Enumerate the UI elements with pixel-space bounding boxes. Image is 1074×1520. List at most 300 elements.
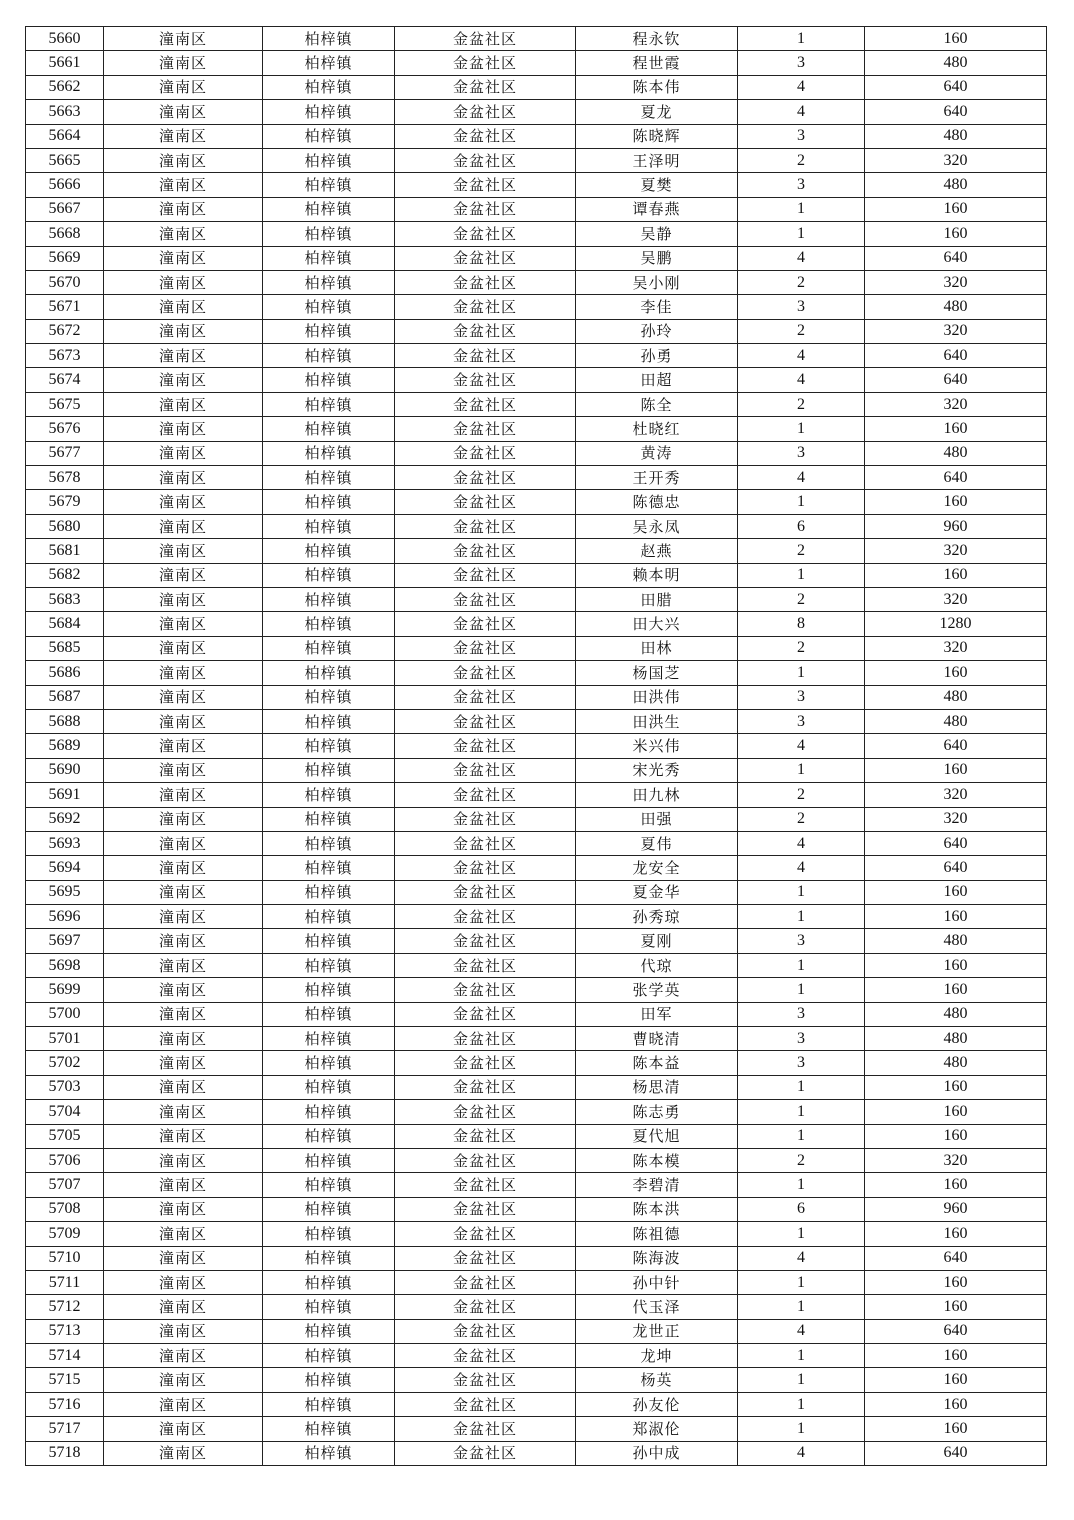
table-row [26, 1173, 1047, 1197]
table-row [26, 173, 1047, 197]
district-cell: 潼南区 [104, 587, 263, 611]
name-cell: 吴鹏 [576, 246, 738, 270]
amount-cell: 160 [865, 222, 1047, 246]
town-cell: 柏梓镇 [263, 75, 395, 99]
count-cell: 1 [738, 880, 865, 904]
name-cell: 孙中成 [576, 1441, 738, 1465]
count-cell: 1 [738, 197, 865, 221]
community-cell: 金盆社区 [395, 417, 576, 441]
town-cell: 柏梓镇 [263, 709, 395, 733]
amount-cell: 640 [865, 734, 1047, 758]
row-number-cell: 5711 [26, 1270, 104, 1294]
town-cell: 柏梓镇 [263, 1100, 395, 1124]
count-cell: 1 [738, 1417, 865, 1441]
name-cell: 张学英 [576, 978, 738, 1002]
town-cell: 柏梓镇 [263, 319, 395, 343]
community-cell: 金盆社区 [395, 929, 576, 953]
table-row [26, 100, 1047, 124]
count-cell: 1 [738, 1368, 865, 1392]
table-row [26, 490, 1047, 514]
community-cell: 金盆社区 [395, 1100, 576, 1124]
count-cell: 3 [738, 51, 865, 75]
community-cell: 金盆社区 [395, 246, 576, 270]
amount-cell: 160 [865, 1222, 1047, 1246]
name-cell: 谭春燕 [576, 197, 738, 221]
count-cell: 1 [738, 1344, 865, 1368]
district-cell: 潼南区 [104, 197, 263, 221]
town-cell: 柏梓镇 [263, 758, 395, 782]
community-cell: 金盆社区 [395, 685, 576, 709]
district-cell: 潼南区 [104, 392, 263, 416]
district-cell: 潼南区 [104, 1222, 263, 1246]
row-number-cell: 5667 [26, 197, 104, 221]
count-cell: 2 [738, 319, 865, 343]
count-cell: 4 [738, 1441, 865, 1465]
amount-cell: 640 [865, 1319, 1047, 1343]
district-cell: 潼南区 [104, 807, 263, 831]
row-number-cell: 5718 [26, 1441, 104, 1465]
community-cell: 金盆社区 [395, 1222, 576, 1246]
district-cell: 潼南区 [104, 490, 263, 514]
town-cell: 柏梓镇 [263, 1246, 395, 1270]
name-cell: 陈祖德 [576, 1222, 738, 1246]
name-cell: 杨思清 [576, 1075, 738, 1099]
community-cell: 金盆社区 [395, 368, 576, 392]
count-cell: 1 [738, 953, 865, 977]
count-cell: 1 [738, 1124, 865, 1148]
community-cell: 金盆社区 [395, 1246, 576, 1270]
row-number-cell: 5673 [26, 344, 104, 368]
district-cell: 潼南区 [104, 880, 263, 904]
row-number-cell: 5683 [26, 587, 104, 611]
table-row [26, 905, 1047, 929]
count-cell: 1 [738, 417, 865, 441]
district-cell: 潼南区 [104, 1295, 263, 1319]
community-cell: 金盆社区 [395, 1148, 576, 1172]
count-cell: 2 [738, 807, 865, 831]
count-cell: 2 [738, 539, 865, 563]
row-number-cell: 5690 [26, 758, 104, 782]
district-cell: 潼南区 [104, 1270, 263, 1294]
district-cell: 潼南区 [104, 514, 263, 538]
name-cell: 陈德忠 [576, 490, 738, 514]
name-cell: 陈志勇 [576, 1100, 738, 1124]
count-cell: 2 [738, 1148, 865, 1172]
town-cell: 柏梓镇 [263, 100, 395, 124]
amount-cell: 160 [865, 417, 1047, 441]
table-row [26, 978, 1047, 1002]
town-cell: 柏梓镇 [263, 1441, 395, 1465]
community-cell: 金盆社区 [395, 539, 576, 563]
name-cell: 夏樊 [576, 173, 738, 197]
town-cell: 柏梓镇 [263, 1222, 395, 1246]
name-cell: 陈本洪 [576, 1197, 738, 1221]
table-row [26, 246, 1047, 270]
district-cell: 潼南区 [104, 612, 263, 636]
table-row [26, 417, 1047, 441]
name-cell: 孙勇 [576, 344, 738, 368]
community-cell: 金盆社区 [395, 441, 576, 465]
amount-cell: 160 [865, 197, 1047, 221]
table-row [26, 953, 1047, 977]
count-cell: 3 [738, 1002, 865, 1026]
table-row [26, 1100, 1047, 1124]
district-cell: 潼南区 [104, 246, 263, 270]
row-number-cell: 5715 [26, 1368, 104, 1392]
community-cell: 金盆社区 [395, 1197, 576, 1221]
district-cell: 潼南区 [104, 27, 263, 51]
amount-cell: 640 [865, 75, 1047, 99]
row-number-cell: 5681 [26, 539, 104, 563]
name-cell: 田洪生 [576, 709, 738, 733]
amount-cell: 480 [865, 173, 1047, 197]
community-cell: 金盆社区 [395, 75, 576, 99]
row-number-cell: 5668 [26, 222, 104, 246]
count-cell: 3 [738, 1051, 865, 1075]
town-cell: 柏梓镇 [263, 831, 395, 855]
amount-cell: 480 [865, 1051, 1047, 1075]
community-cell: 金盆社区 [395, 1075, 576, 1099]
district-cell: 潼南区 [104, 856, 263, 880]
district-cell: 潼南区 [104, 661, 263, 685]
table-row [26, 1246, 1047, 1270]
table-row [26, 1124, 1047, 1148]
town-cell: 柏梓镇 [263, 344, 395, 368]
amount-cell: 480 [865, 1027, 1047, 1051]
amount-cell: 320 [865, 392, 1047, 416]
district-cell: 潼南区 [104, 1148, 263, 1172]
town-cell: 柏梓镇 [263, 856, 395, 880]
amount-cell: 320 [865, 783, 1047, 807]
row-number-cell: 5701 [26, 1027, 104, 1051]
count-cell: 3 [738, 441, 865, 465]
row-number-cell: 5704 [26, 1100, 104, 1124]
amount-cell: 160 [865, 1075, 1047, 1099]
name-cell: 米兴伟 [576, 734, 738, 758]
district-cell: 潼南区 [104, 295, 263, 319]
row-number-cell: 5685 [26, 636, 104, 660]
name-cell: 王开秀 [576, 466, 738, 490]
district-cell: 潼南区 [104, 1075, 263, 1099]
name-cell: 黄涛 [576, 441, 738, 465]
count-cell: 1 [738, 1295, 865, 1319]
count-cell: 1 [738, 1075, 865, 1099]
district-cell: 潼南区 [104, 539, 263, 563]
row-number-cell: 5677 [26, 441, 104, 465]
town-cell: 柏梓镇 [263, 27, 395, 51]
name-cell: 吴永凤 [576, 514, 738, 538]
community-cell: 金盆社区 [395, 27, 576, 51]
amount-cell: 320 [865, 1148, 1047, 1172]
community-cell: 金盆社区 [395, 1295, 576, 1319]
community-cell: 金盆社区 [395, 636, 576, 660]
name-cell: 陈本益 [576, 1051, 738, 1075]
count-cell: 4 [738, 246, 865, 270]
district-cell: 潼南区 [104, 319, 263, 343]
row-number-cell: 5692 [26, 807, 104, 831]
row-number-cell: 5676 [26, 417, 104, 441]
table-row [26, 612, 1047, 636]
name-cell: 吴小刚 [576, 270, 738, 294]
town-cell: 柏梓镇 [263, 466, 395, 490]
town-cell: 柏梓镇 [263, 124, 395, 148]
row-number-cell: 5670 [26, 270, 104, 294]
amount-cell: 960 [865, 1197, 1047, 1221]
amount-cell: 640 [865, 856, 1047, 880]
community-cell: 金盆社区 [395, 514, 576, 538]
amount-cell: 640 [865, 246, 1047, 270]
amount-cell: 160 [865, 1368, 1047, 1392]
amount-cell: 640 [865, 1441, 1047, 1465]
town-cell: 柏梓镇 [263, 685, 395, 709]
community-cell: 金盆社区 [395, 466, 576, 490]
town-cell: 柏梓镇 [263, 612, 395, 636]
table-row [26, 51, 1047, 75]
table-row [26, 685, 1047, 709]
community-cell: 金盆社区 [395, 734, 576, 758]
row-number-cell: 5678 [26, 466, 104, 490]
district-cell: 潼南区 [104, 148, 263, 172]
row-number-cell: 5702 [26, 1051, 104, 1075]
community-cell: 金盆社区 [395, 100, 576, 124]
count-cell: 1 [738, 661, 865, 685]
name-cell: 陈本模 [576, 1148, 738, 1172]
table-row [26, 856, 1047, 880]
table-row [26, 466, 1047, 490]
table-row [26, 1392, 1047, 1416]
count-cell: 4 [738, 75, 865, 99]
community-cell: 金盆社区 [395, 1270, 576, 1294]
count-cell: 4 [738, 466, 865, 490]
table-row [26, 222, 1047, 246]
row-number-cell: 5714 [26, 1344, 104, 1368]
row-number-cell: 5698 [26, 953, 104, 977]
community-cell: 金盆社区 [395, 880, 576, 904]
amount-cell: 160 [865, 661, 1047, 685]
count-cell: 1 [738, 905, 865, 929]
district-cell: 潼南区 [104, 636, 263, 660]
town-cell: 柏梓镇 [263, 1417, 395, 1441]
row-number-cell: 5674 [26, 368, 104, 392]
community-cell: 金盆社区 [395, 783, 576, 807]
amount-cell: 320 [865, 148, 1047, 172]
table-row [26, 368, 1047, 392]
district-cell: 潼南区 [104, 783, 263, 807]
amount-cell: 320 [865, 270, 1047, 294]
amount-cell: 160 [865, 758, 1047, 782]
count-cell: 1 [738, 1100, 865, 1124]
community-cell: 金盆社区 [395, 173, 576, 197]
row-number-cell: 5706 [26, 1148, 104, 1172]
table-row [26, 1441, 1047, 1465]
community-cell: 金盆社区 [395, 270, 576, 294]
count-cell: 8 [738, 612, 865, 636]
community-cell: 金盆社区 [395, 978, 576, 1002]
district-cell: 潼南区 [104, 417, 263, 441]
name-cell: 赵燕 [576, 539, 738, 563]
amount-cell: 320 [865, 319, 1047, 343]
amount-cell: 160 [865, 1392, 1047, 1416]
row-number-cell: 5688 [26, 709, 104, 733]
count-cell: 2 [738, 148, 865, 172]
row-number-cell: 5691 [26, 783, 104, 807]
town-cell: 柏梓镇 [263, 148, 395, 172]
count-cell: 1 [738, 222, 865, 246]
amount-cell: 320 [865, 539, 1047, 563]
name-cell: 程永钦 [576, 27, 738, 51]
table-row [26, 539, 1047, 563]
table-row [26, 1295, 1047, 1319]
row-number-cell: 5663 [26, 100, 104, 124]
count-cell: 4 [738, 1319, 865, 1343]
district-cell: 潼南区 [104, 1417, 263, 1441]
community-cell: 金盆社区 [395, 1344, 576, 1368]
community-cell: 金盆社区 [395, 612, 576, 636]
town-cell: 柏梓镇 [263, 51, 395, 75]
town-cell: 柏梓镇 [263, 392, 395, 416]
amount-cell: 160 [865, 1270, 1047, 1294]
count-cell: 4 [738, 100, 865, 124]
district-cell: 潼南区 [104, 1368, 263, 1392]
count-cell: 3 [738, 709, 865, 733]
amount-cell: 480 [865, 51, 1047, 75]
amount-cell: 320 [865, 587, 1047, 611]
count-cell: 1 [738, 1270, 865, 1294]
name-cell: 程世霞 [576, 51, 738, 75]
town-cell: 柏梓镇 [263, 905, 395, 929]
town-cell: 柏梓镇 [263, 953, 395, 977]
community-cell: 金盆社区 [395, 831, 576, 855]
row-number-cell: 5703 [26, 1075, 104, 1099]
table-row [26, 27, 1047, 51]
town-cell: 柏梓镇 [263, 514, 395, 538]
community-cell: 金盆社区 [395, 563, 576, 587]
town-cell: 柏梓镇 [263, 1027, 395, 1051]
amount-cell: 160 [865, 905, 1047, 929]
name-cell: 田腊 [576, 587, 738, 611]
count-cell: 6 [738, 1197, 865, 1221]
community-cell: 金盆社区 [395, 661, 576, 685]
name-cell: 田九林 [576, 783, 738, 807]
table-row [26, 807, 1047, 831]
name-cell: 曹晓清 [576, 1027, 738, 1051]
amount-cell: 640 [865, 344, 1047, 368]
table-row [26, 441, 1047, 465]
row-number-cell: 5660 [26, 27, 104, 51]
amount-cell: 640 [865, 1246, 1047, 1270]
amount-cell: 160 [865, 1295, 1047, 1319]
row-number-cell: 5671 [26, 295, 104, 319]
name-cell: 赖本明 [576, 563, 738, 587]
table-row [26, 1197, 1047, 1221]
table-row [26, 295, 1047, 319]
district-cell: 潼南区 [104, 466, 263, 490]
town-cell: 柏梓镇 [263, 490, 395, 514]
amount-cell: 160 [865, 1344, 1047, 1368]
table-row [26, 124, 1047, 148]
town-cell: 柏梓镇 [263, 539, 395, 563]
district-cell: 潼南区 [104, 344, 263, 368]
community-cell: 金盆社区 [395, 51, 576, 75]
community-cell: 金盆社区 [395, 587, 576, 611]
district-cell: 潼南区 [104, 100, 263, 124]
name-cell: 陈全 [576, 392, 738, 416]
row-number-cell: 5689 [26, 734, 104, 758]
count-cell: 4 [738, 368, 865, 392]
table-row [26, 1222, 1047, 1246]
row-number-cell: 5682 [26, 563, 104, 587]
table-row [26, 709, 1047, 733]
amount-cell: 160 [865, 563, 1047, 587]
row-number-cell: 5693 [26, 831, 104, 855]
count-cell: 4 [738, 831, 865, 855]
table-row [26, 563, 1047, 587]
count-cell: 4 [738, 1246, 865, 1270]
table-row [26, 758, 1047, 782]
row-number-cell: 5709 [26, 1222, 104, 1246]
district-cell: 潼南区 [104, 1344, 263, 1368]
table-row [26, 1368, 1047, 1392]
count-cell: 1 [738, 563, 865, 587]
amount-cell: 640 [865, 368, 1047, 392]
row-number-cell: 5684 [26, 612, 104, 636]
row-number-cell: 5712 [26, 1295, 104, 1319]
table-row [26, 75, 1047, 99]
table-row [26, 1148, 1047, 1172]
district-cell: 潼南区 [104, 978, 263, 1002]
count-cell: 4 [738, 734, 865, 758]
count-cell: 3 [738, 124, 865, 148]
district-cell: 潼南区 [104, 1441, 263, 1465]
amount-cell: 320 [865, 636, 1047, 660]
row-number-cell: 5716 [26, 1392, 104, 1416]
row-number-cell: 5705 [26, 1124, 104, 1148]
town-cell: 柏梓镇 [263, 783, 395, 807]
name-cell: 吴静 [576, 222, 738, 246]
town-cell: 柏梓镇 [263, 734, 395, 758]
community-cell: 金盆社区 [395, 1417, 576, 1441]
community-cell: 金盆社区 [395, 392, 576, 416]
town-cell: 柏梓镇 [263, 1124, 395, 1148]
table-row [26, 1027, 1047, 1051]
community-cell: 金盆社区 [395, 953, 576, 977]
district-cell: 潼南区 [104, 1197, 263, 1221]
table-row [26, 148, 1047, 172]
town-cell: 柏梓镇 [263, 1392, 395, 1416]
district-cell: 潼南区 [104, 441, 263, 465]
amount-cell: 160 [865, 978, 1047, 1002]
name-cell: 龙世正 [576, 1319, 738, 1343]
amount-cell: 960 [865, 514, 1047, 538]
community-cell: 金盆社区 [395, 222, 576, 246]
row-number-cell: 5700 [26, 1002, 104, 1026]
community-cell: 金盆社区 [395, 1002, 576, 1026]
row-number-cell: 5679 [26, 490, 104, 514]
community-cell: 金盆社区 [395, 1173, 576, 1197]
table-row [26, 661, 1047, 685]
district-cell: 潼南区 [104, 905, 263, 929]
community-cell: 金盆社区 [395, 319, 576, 343]
district-cell: 潼南区 [104, 563, 263, 587]
town-cell: 柏梓镇 [263, 173, 395, 197]
community-cell: 金盆社区 [395, 1319, 576, 1343]
row-number-cell: 5699 [26, 978, 104, 1002]
name-cell: 田超 [576, 368, 738, 392]
name-cell: 杨国芝 [576, 661, 738, 685]
table-body [26, 27, 1047, 1466]
community-cell: 金盆社区 [395, 148, 576, 172]
name-cell: 王泽明 [576, 148, 738, 172]
